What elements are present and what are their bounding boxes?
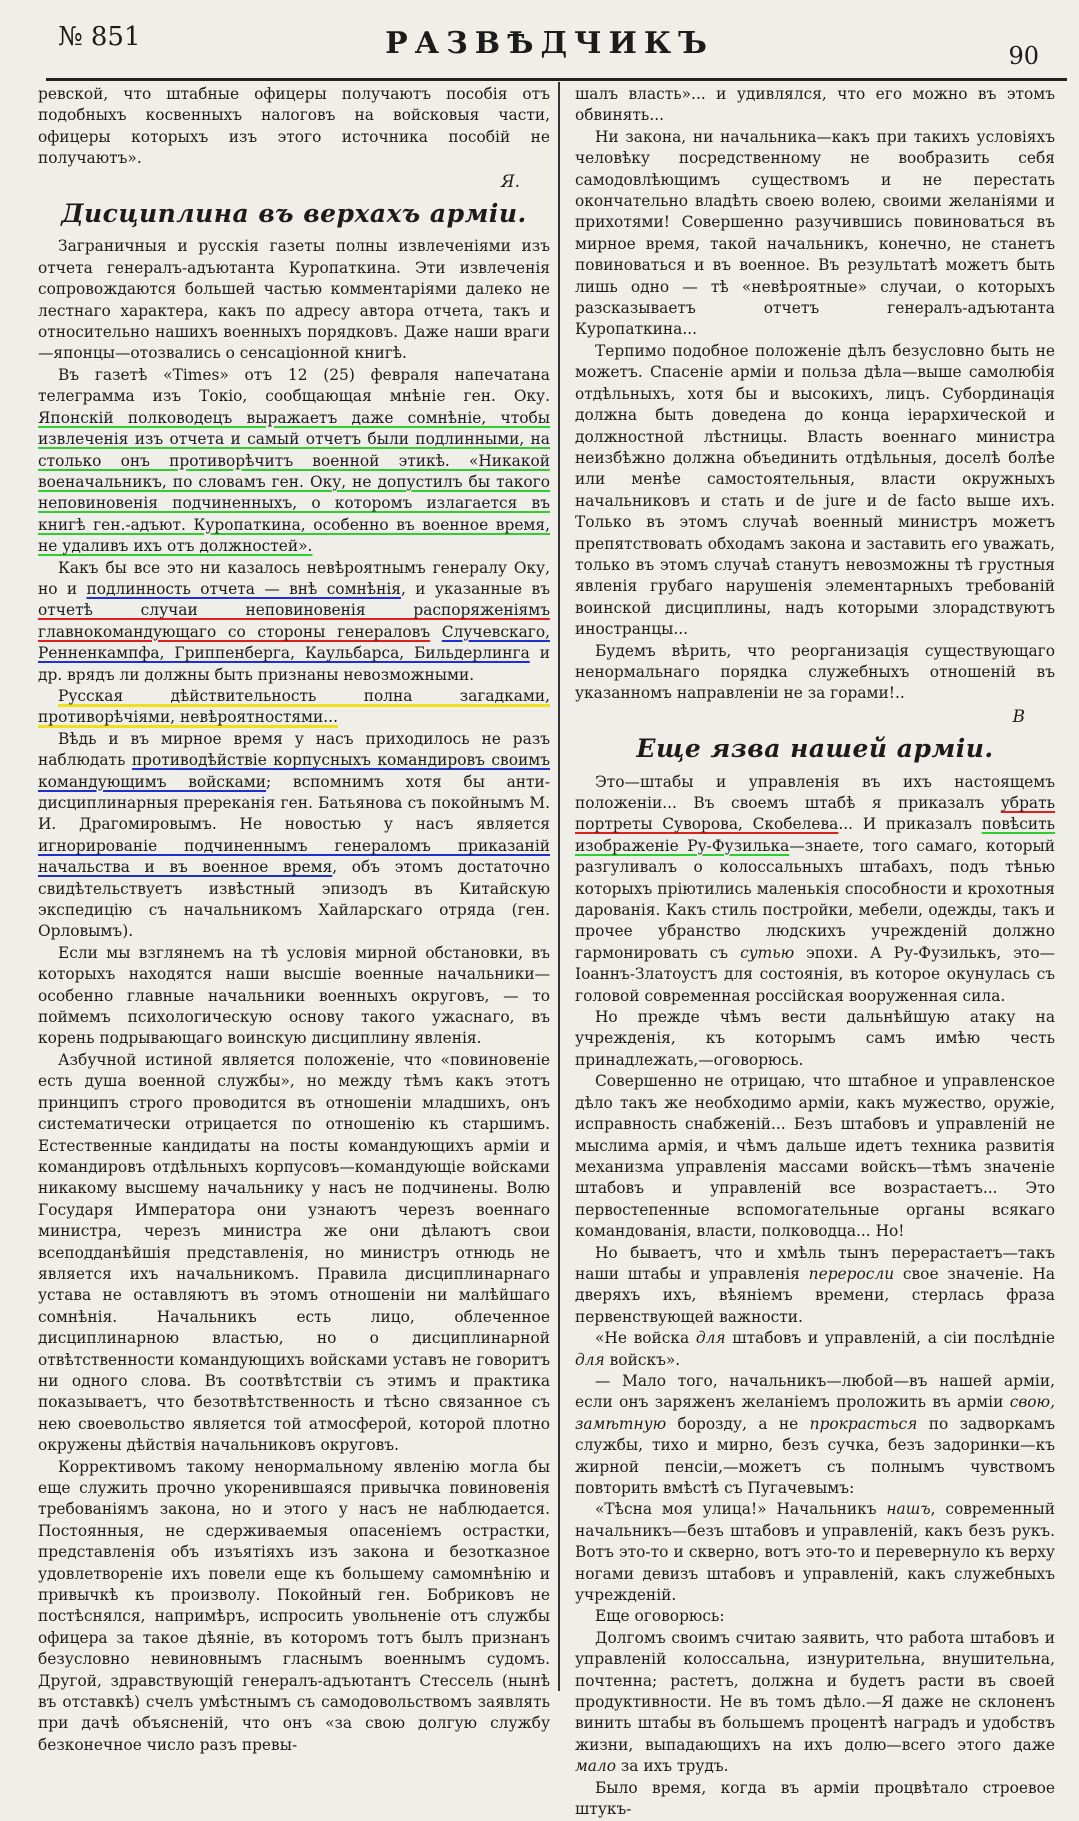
text-run: Въ газетѣ «Times» отъ 12 (25) февраля напечатана телеграмма изъ Токіо, сообщающая мнѣніе ген. Оку. [38, 365, 550, 406]
author-signature: Я. [500, 171, 520, 192]
paragraph: Коррективомъ такому ненормальному явленію могла бы еще служить прочно укоренившаяся привычка повиновенія требованіямъ закона, но и этого у насъ не наблюдается. Постоянныя, не сдерживаемыя опасеніемъ острастки, представленія объ изъятіяхъ изъ закона и безотказное удовлетвореніе ихъ повели еще къ большему самомнѣнію и привычкѣ къ произволу. Покойный ген. Бобриковъ не постѣснялся, напримѣръ, испросить увольненіе отъ службы офицера за такое дѣяніе, въ которомъ тотъ былъ признанъ безусловно невиновнымъ гласнымъ военнымъ судомъ. Другой, здравствующій генералъ-адъютантъ Стессель (нынѣ въ отставкѣ) счелъ умѣстнымъ съ самодовольствомъ заявлять при дачѣ объясненій, что онъ «за свою долгую службу безконечное число разъ превы- [38, 1457, 550, 1754]
paragraph: ревской, что штабные офицеры получаютъ пособія отъ подобныхъ косвенныхъ налоговъ на войсковыя части, офицеры которыхъ изъ этого источника пособій не получаютъ». [38, 85, 550, 168]
highlighted-text: убрать портреты Суворова, Скобелева [575, 794, 1055, 834]
text-run: Вѣдь и въ мирное время у насъ приходилось не разъ наблюдать [38, 729, 550, 770]
article-heading: Еще язва нашей арміи. [636, 734, 994, 764]
text-run: , объ этомъ достаточно свидѣтельствуетъ извѣстный эпизодъ въ Китайскую экспедицію съ начальникомъ Хайларскаго отряда (ген. Орловымъ). [38, 858, 550, 941]
text-run: — Мало того, начальникъ—любой—въ нашей арміи, если онъ заряженъ желаніемъ проложить въ арміи [575, 1371, 1055, 1412]
paragraph: Еще оговорюсь: [595, 1607, 725, 1626]
text-run: штабовъ и управленій, а сіи послѣдніе [725, 1329, 1055, 1348]
text-run: свое значеніе. На дверяхъ ихъ, вѣяніемъ времени, стерлась фраза первенствующей важности. [575, 1264, 1055, 1326]
text-run: войскъ». [604, 1350, 681, 1369]
paragraph [575, 1371, 1055, 1499]
text-run: Какъ бы все это ни казалось невѣроятнымъ генералу Оку, но и [38, 558, 550, 598]
highlighted-text: Японскій полководецъ выражаетъ даже сомнѣніе, чтобы извлеченія изъ отчета и самый отчетъ были подлинными, на столько онъ противорѣчитъ военной этикѣ. «Никакой военачальникъ, по словамъ ген. Оку, не допустилъ бы такого неповиновенія подчиненныхъ, о которомъ излагается въ книгѣ ген.-адъют. Куропаткина, особенно въ военное время, не удаливъ ихъ отъ должностей». [38, 408, 550, 556]
italic-text: переросли [808, 1264, 895, 1283]
masthead [50, 8, 1049, 78]
text-run: и др. врядъ ли должны быть признаны невозможными. [38, 644, 550, 684]
paragraph: Если мы взглянемъ на тѣ условія мирной обстановки, въ которыхъ находятся наши высшіе военные начальники—особенно главные начальники военныхъ округовъ, — то поймемъ психологическую основу такого ужаснаго, въ корень подрывающаго воинскую дисциплину явленія. [38, 943, 550, 1048]
text-run: —знаете, того самаго, который разгуливалъ о колоссальныхъ штабахъ, подъ тѣнью которыхъ пріютились маленькія способности и крохотныя дарованія. Какъ стиль постройки, мебели, одежды, такъ и прочее убранство людскихъ учрежденій должно гармонировать съ [575, 836, 1055, 962]
italic-text: для [575, 1350, 605, 1369]
text-run: Это—штабы и управленія въ ихъ настоящемъ положеніи... Въ своемъ штабѣ я приказалъ [575, 772, 1055, 812]
italic-text: мало [575, 1757, 617, 1776]
text-run: борозду, а не [666, 1414, 810, 1433]
paragraph: Азбучной истиной является положеніе, что «повиновеніе есть душа военной службы», но между тѣмъ какъ этотъ принципъ строго проводится въ отношеніи младшихъ, онъ систематически отрицается по отношенію къ старшимъ. Естественные кандидаты на посты командующихъ арміи и командировъ отдѣльныхъ корпусовъ—командующіе войсками никакому высшему начальнику у насъ не подчинены. Волю Государя Императора они узнаютъ черезъ военнаго министра, черезъ министра же они дѣлаютъ свои всеподданѣйшія представленія, но министръ отнюдь не является ихъ начальникомъ. Правила дисциплинарнаго устава не оставляютъ въ этомъ отношеніи ни малѣйшаго сомнѣнія. Начальникъ есть лицо, облеченное дисциплинарною властью, но о дисциплинарной отвѣтственности командующихъ войсками уставъ не говоритъ ни одного слова. Въ соотвѣтствіи съ этимъ и практика показываетъ, что безотвѣтственность и тѣсно связанное съ нею своевольство является той атмосферой, которой плотно окружены дѣйствія начальниковъ округовъ. [38, 1050, 550, 1455]
text-run: по задворкамъ службы, тихо и мирно, безъ сучка, безъ задоринки—къ жирной пенсіи,—можетъ съ полнымъ чувствомъ повторить вмѣстѣ съ Пугачевымъ: [575, 1414, 1055, 1497]
paragraph [575, 1499, 1055, 1606]
text-run: за ихъ трудъ. [616, 1757, 729, 1776]
author-signature: В [1012, 706, 1025, 727]
paragraph [575, 1328, 1055, 1371]
column-divider [558, 82, 560, 1691]
italic-text: нашъ [886, 1500, 931, 1519]
paragraph [575, 1628, 1055, 1778]
highlighted-text: отчетѣ случаи неповиновенія распоряженіямъ главнокомандующаго со стороны генераловъ [38, 601, 550, 641]
text-run: эпохи. А Ру-Фузилькъ, это—Іоаннъ-Златоустъ для состоянія, въ которое окунулась съ головой современная россійская вооруженная сила. [575, 943, 1055, 1005]
text-run: Долгомъ своимъ считаю заявить, что работа штабовъ и управленій колоссальна, изнурительна, внушительна, почтенна; растетъ, должна и будетъ расти въ своей продуктивности. Не въ томъ дѣло.—Я даже не склоненъ винить штабы въ большемъ процентѣ наградъ и удобствъ жизни, выпадающихъ на ихъ долю—всего этого даже [575, 1628, 1055, 1754]
highlighted-paragraph: Русская дѣйствительность полна загадками, противорѣчіями, невѣроятностями... [38, 686, 550, 727]
italic-text: для [695, 1329, 726, 1348]
italic-text: сутью [740, 943, 795, 962]
text-run: ... И приказалъ [838, 815, 982, 834]
right-column [575, 84, 1055, 1821]
paragraph [38, 729, 550, 943]
text-run: Но бываетъ, что и хмѣль тынъ перерастаетъ—такъ наши штабы и управленія [575, 1243, 1055, 1283]
paragraph: Совершенно не отрицаю, что штабное и управленское дѣло такъ же необходимо арміи, какъ мужество, оружіе, исправность снабженій... Безъ штабовъ и управленій не мыслима армія, и чѣмъ дальше идетъ техника развитія механизма управленія массами войскъ—тѣмъ значеніе штабовъ и управленій все возрастаетъ... Это первостепенные вспомогательные органы всякаго командованія, власти, полководца... Но! [575, 1072, 1055, 1241]
paragraph: Но прежде чѣмъ вести дальнѣйшую атаку на учрежденія, къ которымъ самъ имѣю честь принадлежать,—оговорюсь. [575, 1008, 1055, 1069]
page-number: 90 [1008, 42, 1039, 70]
issue-number: № 851 [58, 22, 141, 52]
highlighted-text: противодѣйствіе корпусныхъ командировъ своимъ командующимъ войсками [38, 751, 550, 791]
italic-text: прокрасться [809, 1414, 918, 1433]
text-run: , современный начальникъ—безъ штабовъ и управленій, какъ безъ рукъ. Вотъ это-то и скверно, вотъ это-то и перевернуло къ верху ногами девизъ штабовъ и управленій, какъ служебныхъ учрежденій. [575, 1500, 1055, 1605]
text-run: «Не войска [595, 1329, 696, 1348]
highlighted-text: игнорированіе подчиненнымъ генераломъ приказаній начальства и въ военное время [38, 836, 550, 877]
highlighted-text: подлинность отчета — внѣ сомнѣнія [86, 579, 401, 598]
paragraph: Терпимо подобное положеніе дѣлъ безусловно быть не можетъ. Спасеніе арміи и польза дѣла—выше самолюбія отдѣльныхъ, хотя бы и высокихъ, лицъ. Субординація должна быть доведена до конца іерархической и должностной лѣстницы. Власть военнаго министра неизбѣжно должна объединить отдѣльныя, доселѣ болѣе или менѣе самостоятельныя, власти окружныхъ начальниковъ и стать и de jure и de facto выше ихъ. Только въ этомъ случаѣ военный министръ можетъ препятствовать обходамъ закона и заставить его уважать, только въ этомъ случаѣ станутъ невозможны тѣ грустныя явленія грубаго нарушенія элементарныхъ требованій воинской дисциплины, надъ которыми злорадствуютъ иностранцы... [575, 341, 1055, 639]
paragraph: Ни закона, ни начальника—какъ при такихъ условіяхъ человѣку посредственному не вообразить себя самодовлѣющимъ существомъ и не перестать окончательно владѣть своею волею, своими желаніями и прихотями! Совершенно разучившись повиноваться въ мирное время, такой начальникъ, конечно, не станетъ повиноваться и въ военное. Въ результатѣ можетъ быть лишь одно — тѣ «невѣроятные» случаи, о которыхъ разсказываетъ отчетъ генералъ-адъютанта Куропаткина... [575, 127, 1055, 339]
paragraph [38, 558, 550, 686]
paragraph: шалъ власть»... и удивлялся, что его можно въ этомъ обвинять... [575, 85, 1055, 125]
paragraph: Заграничныя и русскія газеты полны извлеченіями изъ отчета генералъ-адъютанта Куропаткина. Эти извлеченія сопровождаются большей частью комментаріями далеко не лестнаго характера, какъ по адресу автора отчета, такъ и относительно нашихъ военныхъ порядковъ. Даже наши враги—японцы—отозвались о сенсаціонной книгѣ. [38, 237, 550, 363]
italic-text: свою, замѣтную [575, 1393, 1055, 1433]
text-run: «Тѣсна моя улица!» Начальникъ [595, 1500, 887, 1519]
paragraph: Было время, когда въ арміи процвѣтало строевое штукъ- [575, 1778, 1055, 1819]
article-heading: Дисциплина въ верхахъ арміи. [61, 199, 527, 229]
text-run: ; вспомнимъ хотя бы анти-дисциплинарныя пререканія ген. Батьянова съ покойнымъ М. И. Драгомировымъ. Не новостью у насъ является [38, 772, 551, 834]
text-run [430, 623, 442, 641]
paragraph: Будемъ вѣрить, что реорганизація существующаго ненормальнаго порядка служебныхъ отношеній въ указанномъ направленіи не за горами!.. [575, 641, 1055, 703]
highlighted-text: повѣсить изображеніе Ру-Фузилька [575, 815, 1056, 855]
paragraph [575, 1243, 1055, 1329]
paragraph [38, 365, 550, 558]
highlighted-text: Случевскаго, Ренненкампфа, Гриппенберга, Каульбарса, Бильдерлинга [38, 622, 550, 663]
paragraph [575, 772, 1055, 1007]
left-column [38, 84, 550, 1756]
header-rule [46, 78, 1067, 81]
newspaper-title: РАЗВѢДЧИКЪ [385, 26, 714, 61]
text-run: , и указанные въ [400, 579, 550, 598]
